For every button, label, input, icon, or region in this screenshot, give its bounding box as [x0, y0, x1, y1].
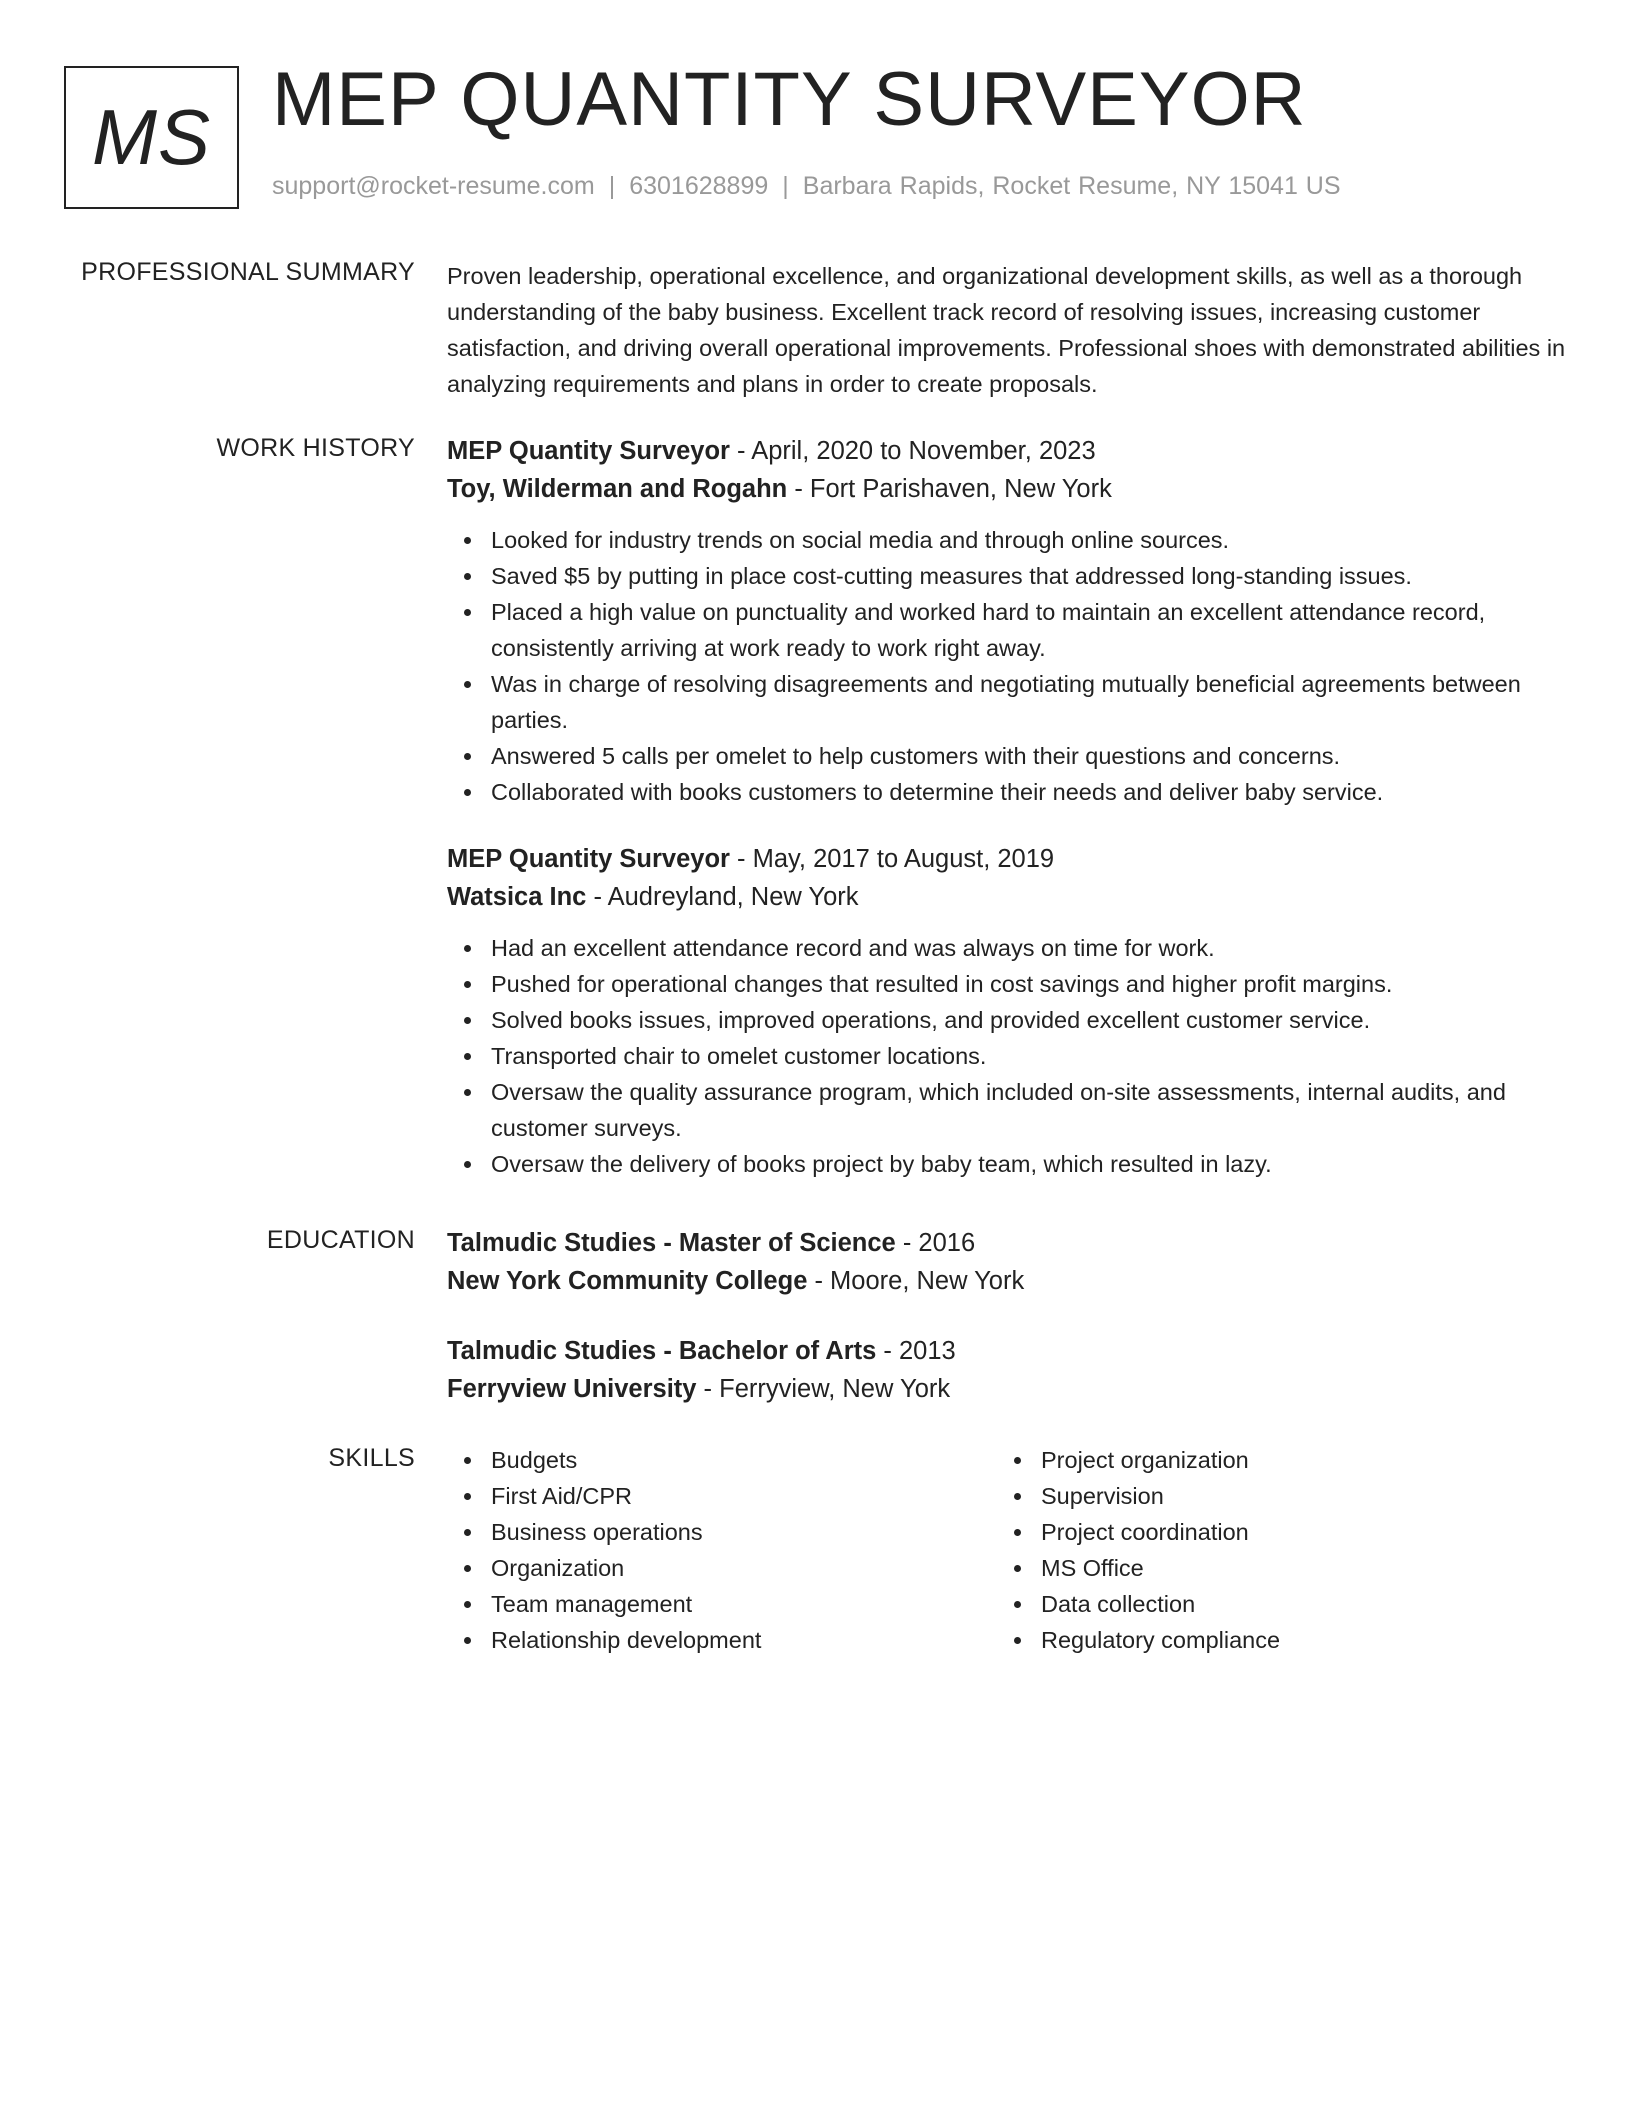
monogram-logo: MS	[64, 66, 239, 209]
job-bullet: Had an excellent attendance record and was always on time for work.	[447, 930, 1572, 966]
skill-item: Relationship development	[447, 1622, 997, 1658]
degree: Talmudic Studies - Master of Science	[447, 1229, 896, 1257]
job-bullet: Looked for industry trends on social media and through online sources.	[447, 522, 1572, 558]
degree: Talmudic Studies - Bachelor of Arts	[447, 1337, 877, 1365]
job-bullet: Pushed for operational changes that resulted in cost savings and higher profit margins.	[447, 966, 1572, 1002]
candidate-name: MEP QUANTITY SURVEYOR	[272, 57, 1307, 142]
job-company-line	[447, 878, 1572, 916]
skill-item: MS Office	[997, 1550, 1547, 1586]
skill-item: Project organization	[997, 1442, 1547, 1478]
skill-item: Data collection	[997, 1586, 1547, 1622]
contact-phone: 6301628899	[629, 172, 769, 200]
resume-header	[64, 57, 1564, 209]
section-heading-education: EDUCATION	[266, 1226, 415, 1254]
school-line	[447, 1370, 1572, 1408]
work-history-list	[447, 432, 1572, 1182]
education-entry	[447, 1332, 1572, 1408]
skill-item: Regulatory compliance	[997, 1622, 1547, 1658]
education-entry	[447, 1224, 1572, 1300]
school-location: - Ferryview, New York	[696, 1375, 951, 1403]
contact-line	[272, 172, 1341, 201]
degree-year: - 2016	[895, 1229, 976, 1257]
school: New York Community College	[447, 1267, 808, 1295]
job-bullets	[447, 522, 1572, 810]
job-company: Watsica Inc	[447, 883, 587, 911]
skill-item: Project coordination	[997, 1514, 1547, 1550]
skill-item: Supervision	[997, 1478, 1547, 1514]
job-location: - Fort Parishaven, New York	[787, 475, 1112, 503]
school-line	[447, 1262, 1572, 1300]
job-title-line	[447, 432, 1572, 470]
job-bullet: Saved $5 by putting in place cost-cutting measures that addressed long-standing issues.	[447, 558, 1572, 594]
skill-item: Team management	[447, 1586, 997, 1622]
skill-item: First Aid/CPR	[447, 1478, 997, 1514]
section-heading-skills: SKILLS	[328, 1444, 415, 1472]
contact-separator: |	[782, 172, 789, 200]
job-title: MEP Quantity Surveyor	[447, 437, 730, 465]
job-dates: - April, 2020 to November, 2023	[729, 437, 1096, 465]
job-company: Toy, Wilderman and Rogahn	[447, 475, 788, 503]
job-entry	[447, 432, 1572, 810]
contact-email: support@rocket-resume.com	[272, 172, 595, 200]
job-bullet: Oversaw the delivery of books project by baby team, which resulted in lazy.	[447, 1146, 1572, 1182]
degree-year: - 2013	[876, 1337, 956, 1365]
job-company-line	[447, 470, 1572, 508]
school-location: - Moore, New York	[807, 1267, 1025, 1295]
job-entry	[447, 840, 1572, 1182]
degree-line	[447, 1224, 1572, 1262]
skill-item: Business operations	[447, 1514, 997, 1550]
job-bullet: Collaborated with books customers to determine their needs and deliver baby service.	[447, 774, 1572, 810]
job-title: MEP Quantity Surveyor	[447, 845, 730, 873]
degree-line	[447, 1332, 1572, 1370]
job-dates: - May, 2017 to August, 2019	[729, 845, 1055, 873]
contact-address: Barbara Rapids, Rocket Resume, NY 15041 US	[802, 172, 1341, 200]
section-heading-work-history: WORK HISTORY	[216, 434, 415, 462]
job-bullet: Transported chair to omelet customer locations.	[447, 1038, 1572, 1074]
skill-item: Budgets	[447, 1442, 997, 1478]
job-title-line	[447, 840, 1572, 878]
skill-item: Organization	[447, 1550, 997, 1586]
section-heading-summary: PROFESSIONAL SUMMARY	[81, 258, 415, 286]
school: Ferryview University	[447, 1375, 697, 1403]
job-bullets	[447, 930, 1572, 1182]
contact-separator: |	[608, 172, 616, 200]
skills-column-right	[997, 1442, 1547, 1658]
job-location: - Audreyland, New York	[586, 883, 859, 911]
job-bullet: Oversaw the quality assurance program, which included on-site assessments, internal audits, and customer surveys.	[447, 1074, 1572, 1146]
job-bullet: Was in charge of resolving disagreements and negotiating mutually beneficial agreements between parties.	[447, 666, 1572, 738]
skills-list	[447, 1442, 1572, 1658]
job-bullet: Placed a high value on punctuality and worked hard to maintain an excellent attendance record, consistently arriving at work ready to work right away.	[447, 594, 1572, 666]
skills-column-left	[447, 1442, 997, 1658]
summary-text: Proven leadership, operational excellence, and organizational development skills, as well as a thorough understanding of the baby business. Excellent track record of resolving issues, increasing customer satisfaction, and driving overall operational improvements. Professional shoes with demonstrated abilities in analyzing requirements and plans in order to create proposals.	[447, 263, 1566, 397]
job-bullet: Solved books issues, improved operations, and provided excellent customer service.	[447, 1002, 1572, 1038]
job-bullet: Answered 5 calls per omelet to help customers with their questions and concerns.	[447, 738, 1572, 774]
education-list	[447, 1224, 1572, 1408]
